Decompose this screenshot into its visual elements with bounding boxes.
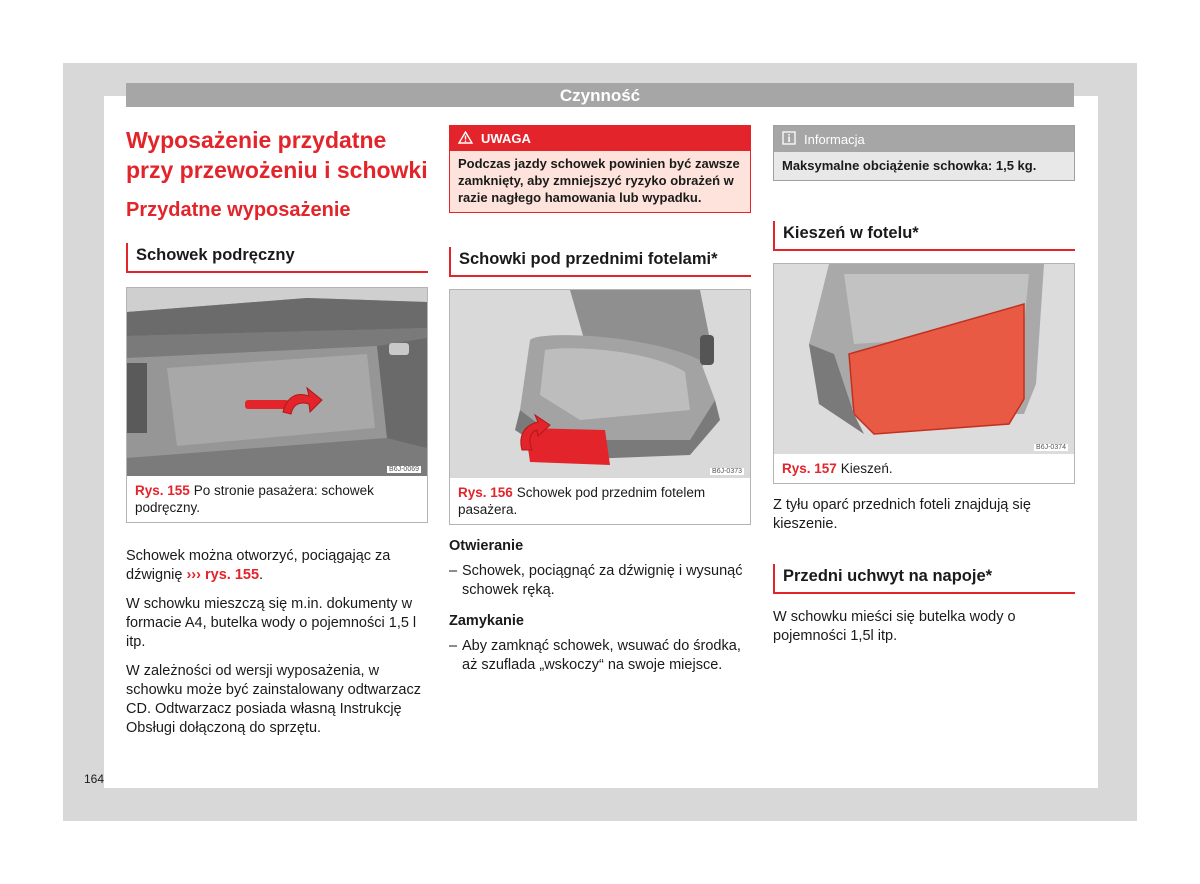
dash-marker: – xyxy=(449,563,458,579)
section-heading-glovebox: Schowek podręczny xyxy=(126,243,428,273)
figure-code: B6J-0069 xyxy=(389,466,419,473)
figure-label: Rys. 156 xyxy=(458,485,513,500)
figure-seat-pocket xyxy=(773,263,1075,484)
seat-pocket-image xyxy=(774,264,1074,454)
column-right xyxy=(773,125,1075,646)
chapter-banner: Czynność xyxy=(126,83,1074,107)
warning-triangle-icon xyxy=(458,127,473,153)
paragraph-open-glovebox xyxy=(126,547,428,585)
list-item-text: Schowek, pociągnąć za dźwignię i wysunąć schowek ręką. xyxy=(462,563,743,598)
info-title: Informacja xyxy=(804,132,865,147)
warning-header xyxy=(450,126,750,151)
warning-text: Podczas jazdy schowek powinien być zawsze zamknięty, aby zmniejszyć ryzyko obrażeń w razie nagłego hamowania lub wypadku. xyxy=(458,156,740,205)
section-heading-seat-pocket: Kieszeń w fotelu* xyxy=(773,221,1075,251)
paragraph-cup-holder: W schowku mieści się butelka wody o pojemności 1,5l itp. xyxy=(773,609,1016,644)
subheading-closing: Zamykanie xyxy=(449,613,524,629)
paragraph-seat-pocket: Z tyłu oparć przednich foteli znajdują się kieszenie. xyxy=(773,497,1031,532)
info-icon xyxy=(782,127,796,154)
dash-marker: – xyxy=(449,638,458,654)
list-item xyxy=(449,637,751,675)
column-middle xyxy=(449,125,751,675)
under-seat-image xyxy=(450,290,750,478)
list-item-text: Aby zamknąć schowek, wsuwać do środka, aż szuflada „wskoczy“ na swoje miejsce. xyxy=(462,638,741,673)
figure-reference-link[interactable]: rys. 155 xyxy=(204,567,260,583)
figure-caption xyxy=(127,476,427,522)
section-heading-under-seat: Schowki pod przednimi fotelami* xyxy=(449,247,751,277)
column-left xyxy=(126,125,428,738)
figure-caption-text: Kieszeń. xyxy=(840,461,893,476)
section-heading-cup-holder: Przedni uchwyt na napoje* xyxy=(773,564,1075,594)
subheading-opening: Otwieranie xyxy=(449,538,524,554)
figure-caption-text: Schowek pod przednim fotelem pasażera. xyxy=(458,485,706,517)
figure-label: Rys. 155 xyxy=(135,483,190,498)
figure-under-seat xyxy=(449,289,751,525)
figure-glovebox xyxy=(126,287,428,523)
list-item xyxy=(449,562,751,600)
paragraph-end: . xyxy=(259,567,264,583)
page-title: Wyposażenie przydatne przy przewożeniu i schowki xyxy=(126,127,428,183)
figure-caption-text: Po stronie pasażera: schowek podręczny. xyxy=(135,483,374,515)
paragraph-contents: W schowku mieszczą się m.in. dokumenty w formacie A4, butelka wody o pojemności 1,5 l itp. xyxy=(126,596,417,650)
info-text: Maksymalne obciążenie schowka: 1,5 kg. xyxy=(782,158,1037,173)
glovebox-image xyxy=(127,288,427,476)
info-header xyxy=(774,126,1074,152)
figure-code: B6J-0373 xyxy=(712,468,742,475)
figure-caption xyxy=(450,478,750,524)
figure-label: Rys. 157 xyxy=(782,461,837,476)
page-subtitle: Przydatne wyposażenie xyxy=(126,199,351,221)
paragraph-text: Schowek można otworzyć, pociągając za dźwignię xyxy=(126,548,391,583)
ref-arrows: ››› xyxy=(186,567,201,583)
warning-box xyxy=(449,125,751,213)
figure-code: B6J-0374 xyxy=(1036,444,1066,451)
figure-caption xyxy=(774,454,1074,483)
info-box xyxy=(773,125,1075,181)
page-number: 164 xyxy=(84,772,105,786)
paragraph-cd-player: W zależności od wersji wyposażenia, w schowku może być zainstalowany odtwarzacz CD. Odtwarzacz posiada własną Instrukcję Obsługi dołączoną do sprzętu. xyxy=(126,663,421,736)
warning-title: UWAGA xyxy=(481,131,531,146)
